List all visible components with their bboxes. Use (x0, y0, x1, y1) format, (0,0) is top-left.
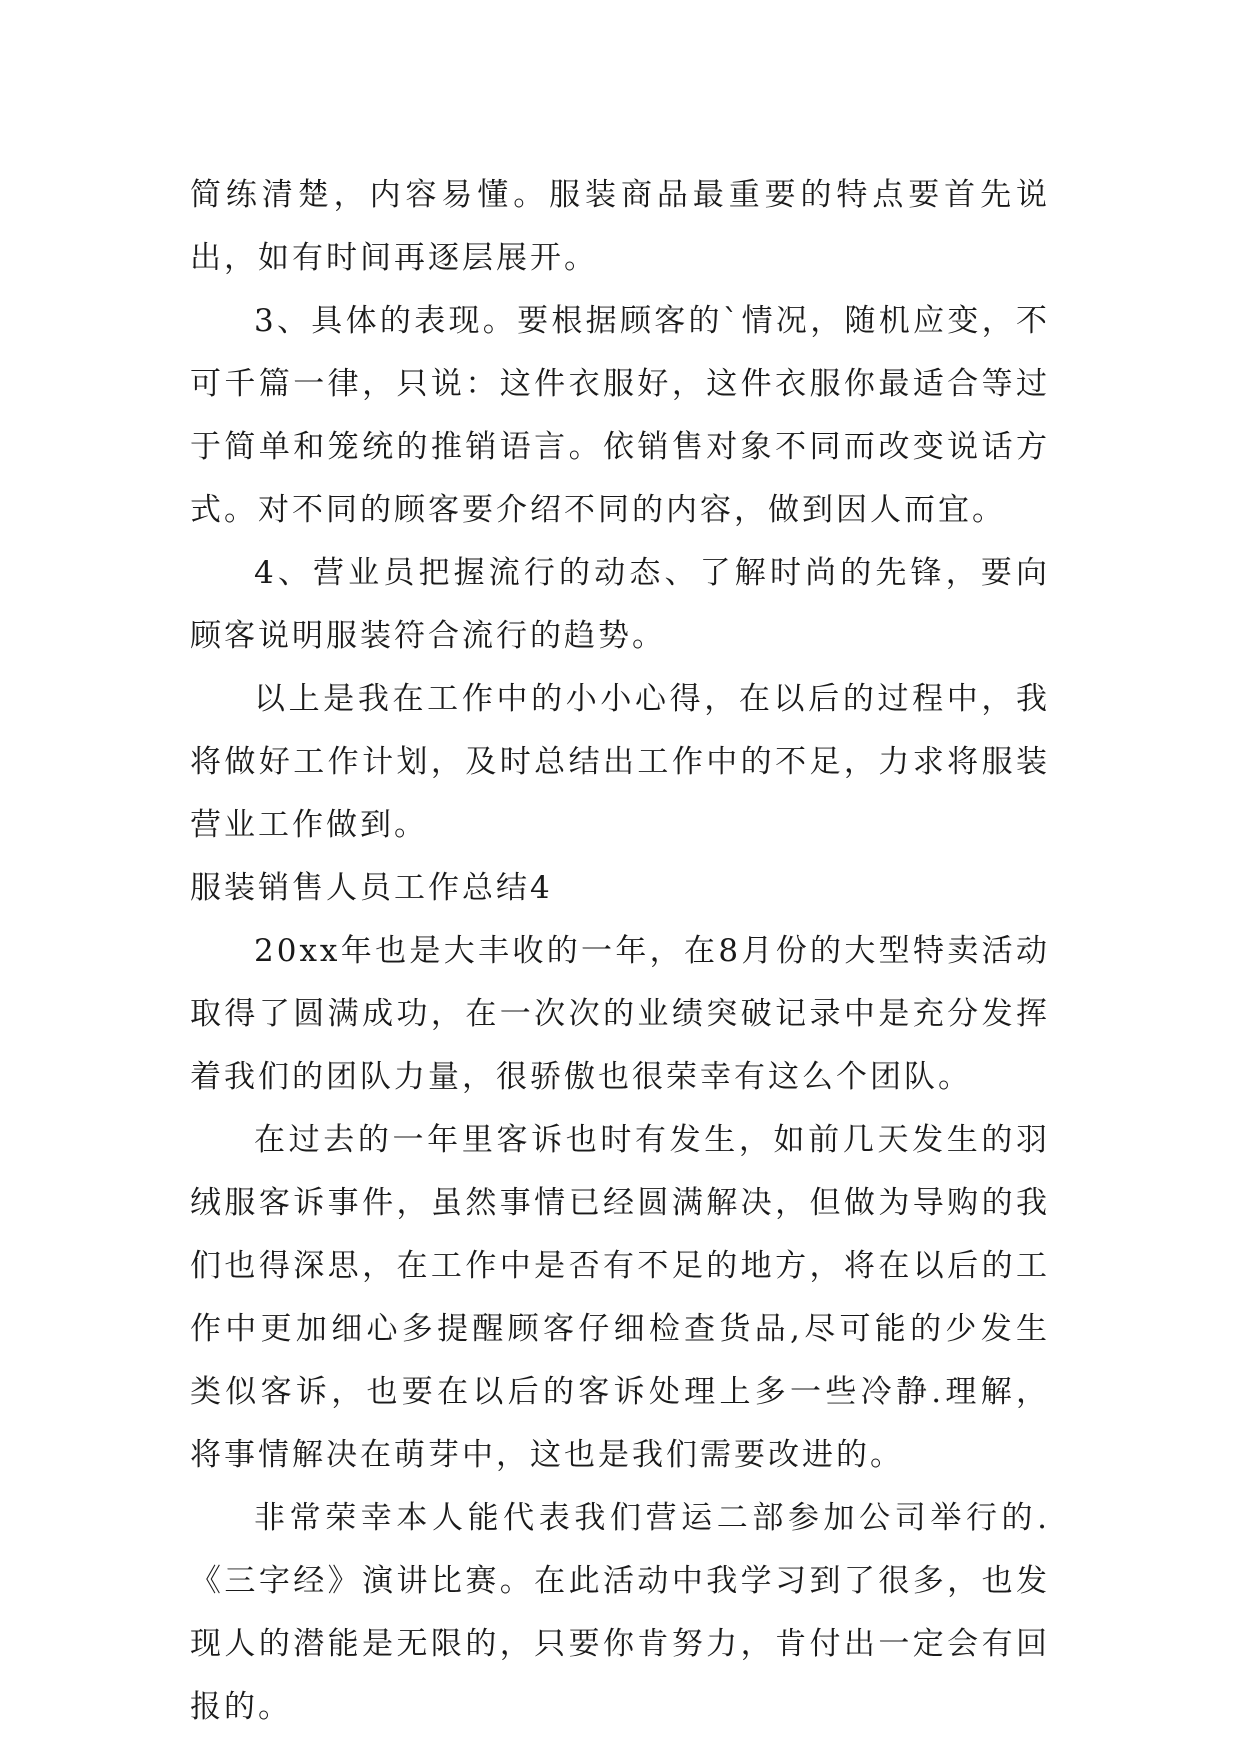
paragraph-continuation: 简练清楚，内容易懂。服装商品最重要的特点要首先说出，如有时间再逐层展开。 (190, 177, 1050, 276)
paragraph-annual-review: 20xx年也是大丰收的一年，在8月份的大型特卖活动取得了圆满成功，在一次次的业绩突破记录中是充分发挥着我们的团队力量，很骄傲也很荣幸有这么个团队。 (190, 933, 1050, 1095)
paragraph-summary: 以上是我在工作中的小小心得，在以后的过程中，我将做好工作计划，及时总结出工作中的不足，力求将服装营业工作做到。 (190, 681, 1050, 843)
paragraph-complaints: 在过去的一年里客诉也时有发生，如前几天发生的羽绒服客诉事件，虽然事情已经圆满解决，但做为导购的我们也得深思，在工作中是否有不足的地方，将在以后的工作中更加细心多提醒顾客仔细检查货品,尽可能的少发生类似客诉，也要在以后的客诉处理上多一些冷静.理解，将事情解决在萌芽中，这也是我们需要改进的。 (190, 1122, 1050, 1473)
paragraph-speech-contest: 非常荣幸本人能代表我们营运二部参加公司举行的.《三字经》演讲比赛。在此活动中我学习到了很多，也发现人的潜能是无限的，只要你肯努力，肯付出一定会有回报的。 (190, 1500, 1050, 1725)
paragraph-point-4: 4、营业员把握流行的动态、了解时尚的先锋，要向顾客说明服装符合流行的趋势。 (190, 555, 1050, 654)
document-body (190, 164, 1050, 1739)
section-heading: 服装销售人员工作总结4 (190, 870, 553, 906)
paragraph-point-3: 3、具体的表现。要根据顾客的`情况，随机应变，不可千篇一律，只说：这件衣服好，这件衣服你最适合等过于简单和笼统的推销语言。依销售对象不同而改变说话方式。对不同的顾客要介绍不同的内容，做到因人而宜。 (190, 303, 1050, 528)
